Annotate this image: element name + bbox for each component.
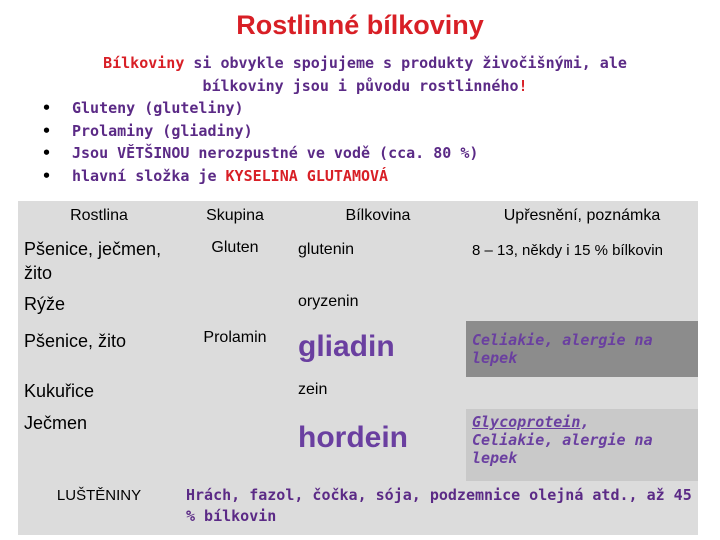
plant-wheat-barley-rye: Pšenice, ječmen, žito [18, 233, 180, 289]
bullet-list [40, 97, 478, 187]
plant-corn: Kukuřice [18, 377, 180, 409]
bullet-text: hlavní složka je [72, 166, 226, 185]
note-zein [466, 377, 698, 409]
group-gluten: Gluten [180, 233, 290, 321]
bullet-marker: • [42, 99, 52, 117]
note-glutenin: 8 – 13, někdy i 15 % bílkovin [466, 233, 698, 289]
intro-middle: si obvykle spojujeme s produkty živočišnými, ale bílkoviny jsou i [184, 54, 627, 95]
glycoprotein-link[interactable]: Glycoprotein [472, 413, 581, 431]
bullet-item [40, 165, 478, 188]
plant-barley: Ječmen [18, 409, 180, 481]
bullet-text: Prolaminy (gliadiny) [72, 121, 253, 140]
legumes-note: Hrách, fazol, čočka, sója, podzemnice olejná atd., až 45 % bílkovin [180, 481, 698, 535]
plant-wheat-rye: Pšenice, žito [18, 321, 180, 377]
intro-text [60, 52, 670, 98]
note-hordein-sep: , [580, 413, 590, 431]
protein-table [18, 201, 698, 535]
group-prolamin: Prolamin [180, 321, 290, 481]
bullet-item [40, 142, 478, 165]
bullet-marker: • [42, 121, 52, 140]
protein-zein: zein [290, 377, 466, 409]
intro-exclamation: ! [518, 77, 528, 95]
bullet-item [40, 120, 478, 143]
intro-word-proteins: Bílkoviny [103, 54, 185, 72]
bullet-item [40, 97, 478, 120]
note-oryzenin [466, 289, 698, 321]
bullet-text: Jsou [72, 144, 118, 162]
bullet-emphasis: VĚTŠINOU [117, 144, 190, 162]
bullet-marker: • [42, 166, 52, 185]
plant-legumes: LUŠTĚNINY [18, 481, 180, 535]
header-note: Upřesnění, poznámka [466, 201, 698, 233]
protein-oryzenin: oryzenin [290, 289, 466, 321]
header-group: Skupina [180, 201, 290, 233]
intro-plant-origin: původu rostlinného [355, 77, 519, 95]
bullet-text: Gluteny (gluteliny) [72, 99, 244, 117]
protein-glutenin: glutenin [290, 233, 466, 289]
bullet-marker: • [42, 144, 52, 162]
protein-gliadin: gliadin [290, 321, 466, 377]
note-hordein [466, 409, 698, 481]
note-hordein-rest: Celiakie, alergie na lepek [472, 431, 653, 467]
bullet-text-rest: nerozpustné ve vodě (cca. 80 %) [189, 144, 479, 162]
bullet-highlight: KYSELINA GLUTAMOVÁ [225, 166, 389, 185]
page-title: Rostlinné bílkoviny [236, 10, 484, 40]
header-plant: Rostlina [18, 201, 180, 233]
header-protein: Bílkovina [290, 201, 466, 233]
plant-rice: Rýže [18, 289, 180, 321]
note-gliadin: Celiakie, alergie na lepek [466, 321, 698, 377]
protein-hordein: hordein [290, 409, 466, 481]
